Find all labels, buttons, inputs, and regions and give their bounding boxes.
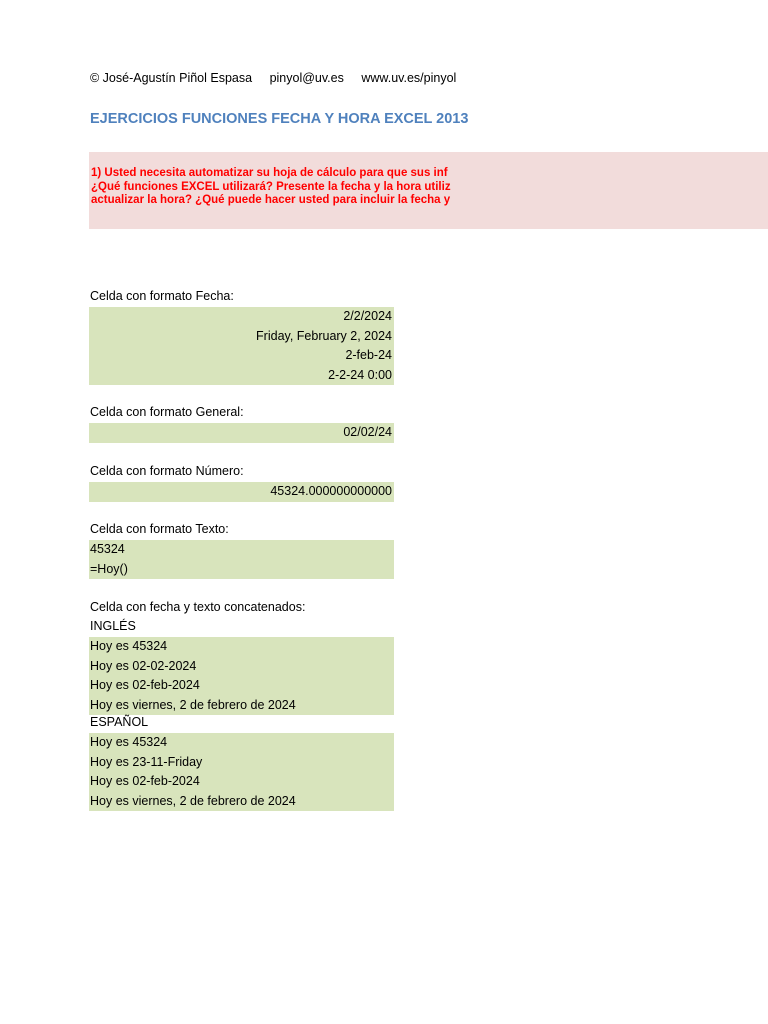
website-text: www.uv.es/pinyol <box>361 71 457 85</box>
texto-label: Celda con formato Texto: <box>90 522 229 536</box>
espanol-cell[interactable]: Hoy es 23-11-Friday <box>90 754 203 769</box>
general-cells <box>89 423 394 443</box>
concat-label: Celda con fecha y texto concatenados: <box>90 600 306 614</box>
ingles-label: INGLÉS <box>90 619 136 633</box>
numero-cells <box>89 482 394 502</box>
task-line: 1) Usted necesita automatizar su hoja de cálculo para que sus inf <box>91 167 448 179</box>
fecha-cells <box>89 307 394 385</box>
espanol-label: ESPAÑOL <box>90 715 149 729</box>
ingles-cell[interactable]: Hoy es 02-02-2024 <box>90 658 197 673</box>
fecha-cell[interactable]: Friday, February 2, 2024 <box>256 328 392 343</box>
espanol-cell[interactable]: Hoy es viernes, 2 de febrero de 2024 <box>90 793 296 808</box>
ingles-cell[interactable]: Hoy es 45324 <box>90 639 168 653</box>
fecha-cell[interactable]: 2/2/2024 <box>343 309 392 323</box>
header-line <box>90 71 470 85</box>
texto-cell[interactable]: 45324 <box>90 542 125 556</box>
espanol-cells <box>89 733 394 811</box>
ingles-cells <box>89 637 394 715</box>
espanol-cell[interactable]: Hoy es 45324 <box>90 735 168 749</box>
author-text: © José-Agustín Piñol Espasa <box>90 71 253 85</box>
general-cell[interactable]: 02/02/24 <box>343 425 392 439</box>
ingles-cell[interactable]: Hoy es viernes, 2 de febrero de 2024 <box>90 697 296 712</box>
ingles-cell[interactable]: Hoy es 02-feb-2024 <box>90 678 200 692</box>
page-title: EJERCICIOS FUNCIONES FECHA Y HORA EXCEL 2013 <box>90 111 469 127</box>
fecha-cell[interactable]: 2-2-24 0:00 <box>328 367 392 382</box>
fecha-cell[interactable]: 2-feb-24 <box>345 348 392 362</box>
espanol-cell[interactable]: Hoy es 02-feb-2024 <box>90 774 200 788</box>
task-box <box>89 152 768 229</box>
email-text: pinyol@uv.es <box>269 71 344 85</box>
task-line: actualizar la hora? ¿Qué puede hacer usted para incluir la fecha y <box>91 194 451 206</box>
fecha-label: Celda con formato Fecha: <box>90 289 234 303</box>
task-line: ¿Qué funciones EXCEL utilizará? Presente la fecha y la hora utiliz <box>91 180 451 193</box>
texto-cell[interactable]: =Hoy() <box>90 561 128 576</box>
general-label: Celda con formato General: <box>90 405 244 419</box>
texto-cells <box>89 540 394 579</box>
numero-label: Celda con formato Número: <box>90 464 244 478</box>
numero-cell[interactable]: 45324.000000000000 <box>270 484 392 498</box>
task-text <box>91 167 458 208</box>
